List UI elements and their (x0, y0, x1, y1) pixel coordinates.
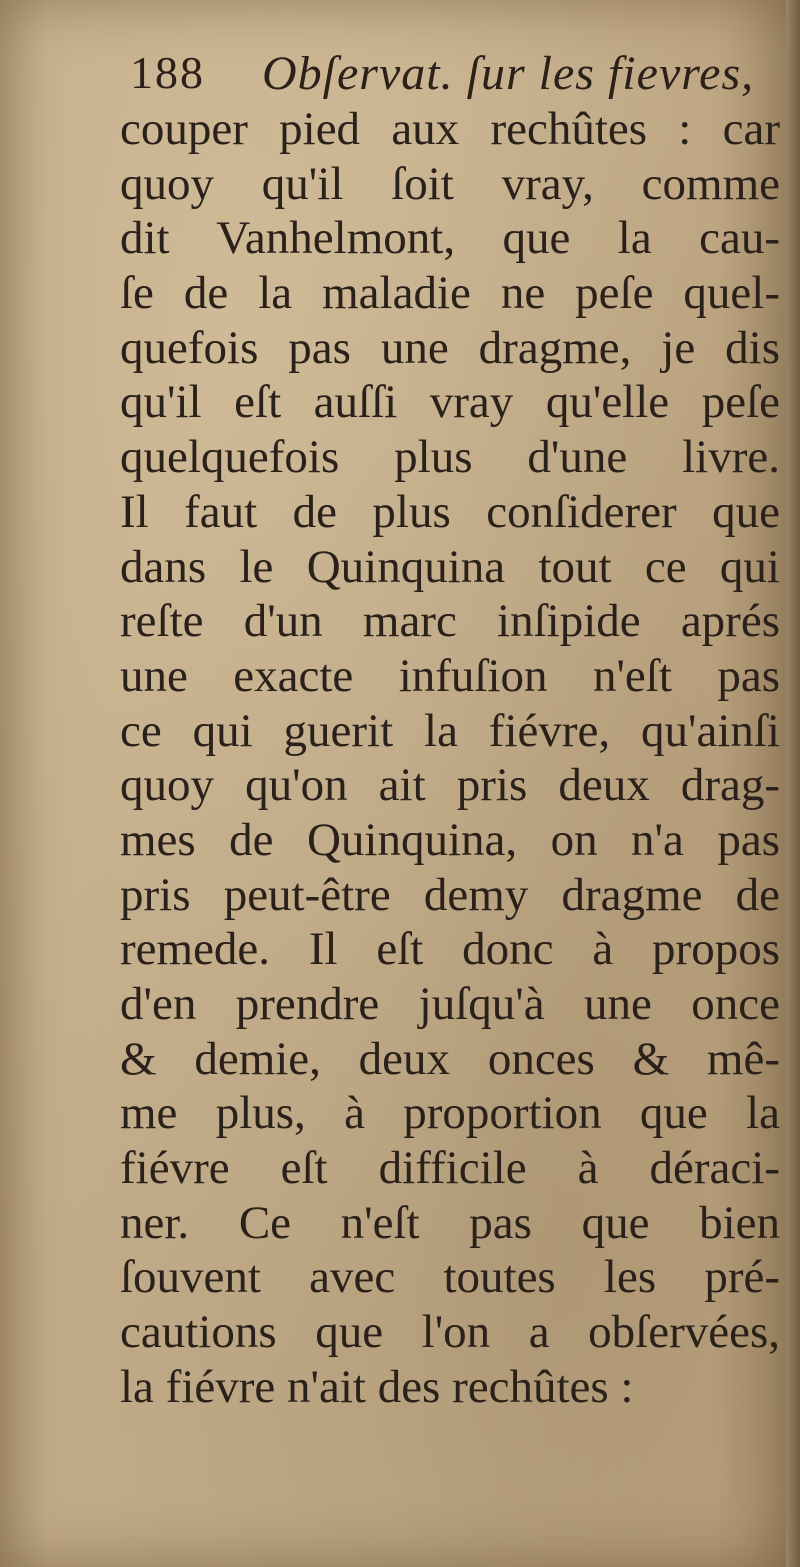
text-line: fiévre eſt difficile à déraci- (120, 1142, 780, 1195)
text-line: couper pied aux rechûtes : car (120, 103, 780, 155)
text-line: la fiévre n'ait des rechûtes : (120, 1360, 634, 1413)
text-line: me plus, à proportion que la (120, 1087, 780, 1140)
text-line: remede. Il eſt donc à propos (120, 923, 780, 976)
text-line: mes de Quinquina, on n'a pas (120, 813, 780, 866)
text-line: quoy qu'il ſoit vray, comme (120, 157, 780, 210)
text-line: Il faut de plus conſiderer que (120, 485, 780, 538)
text-line: dit Vanhelmont, que la cau- (120, 212, 780, 265)
text-line: d'en prendre juſqu'à une once (120, 978, 780, 1030)
text-line: ce qui guerit la fiévre, qu'ainſi (120, 704, 780, 757)
text-line: quefois pas une dragme, je dis (120, 321, 780, 374)
page-edge (786, 0, 800, 1567)
text-line: cautions que l'on a obſervées, (120, 1306, 780, 1359)
text-line: quelquefois plus d'une livre. (120, 431, 780, 484)
text-line: dans le Quinquina tout ce qui (120, 540, 780, 593)
text-line: reſte d'un marc inſipide aprés (120, 595, 780, 648)
running-title: Obſervat. ſur les fievres, (262, 47, 755, 100)
text-line: pris peut-être demy dragme de (120, 868, 780, 921)
text-line: ſe de la maladie ne peſe quel- (120, 267, 780, 320)
text-line: ſouvent avec toutes les pré- (120, 1251, 780, 1304)
text-line: ner. Ce n'eſt pas que bien (120, 1196, 780, 1249)
text-line: une exacte infuſion n'eſt pas (120, 649, 780, 702)
body-text (120, 102, 780, 1415)
text-line: qu'il eſt auſſi vray qu'elle peſe (120, 376, 780, 429)
text-line: & demie, deux onces & mê- (120, 1032, 780, 1085)
text-line: quoy qu'on ait pris deux drag- (120, 759, 780, 812)
page-number: 188 (130, 47, 205, 98)
page-header (130, 46, 770, 110)
